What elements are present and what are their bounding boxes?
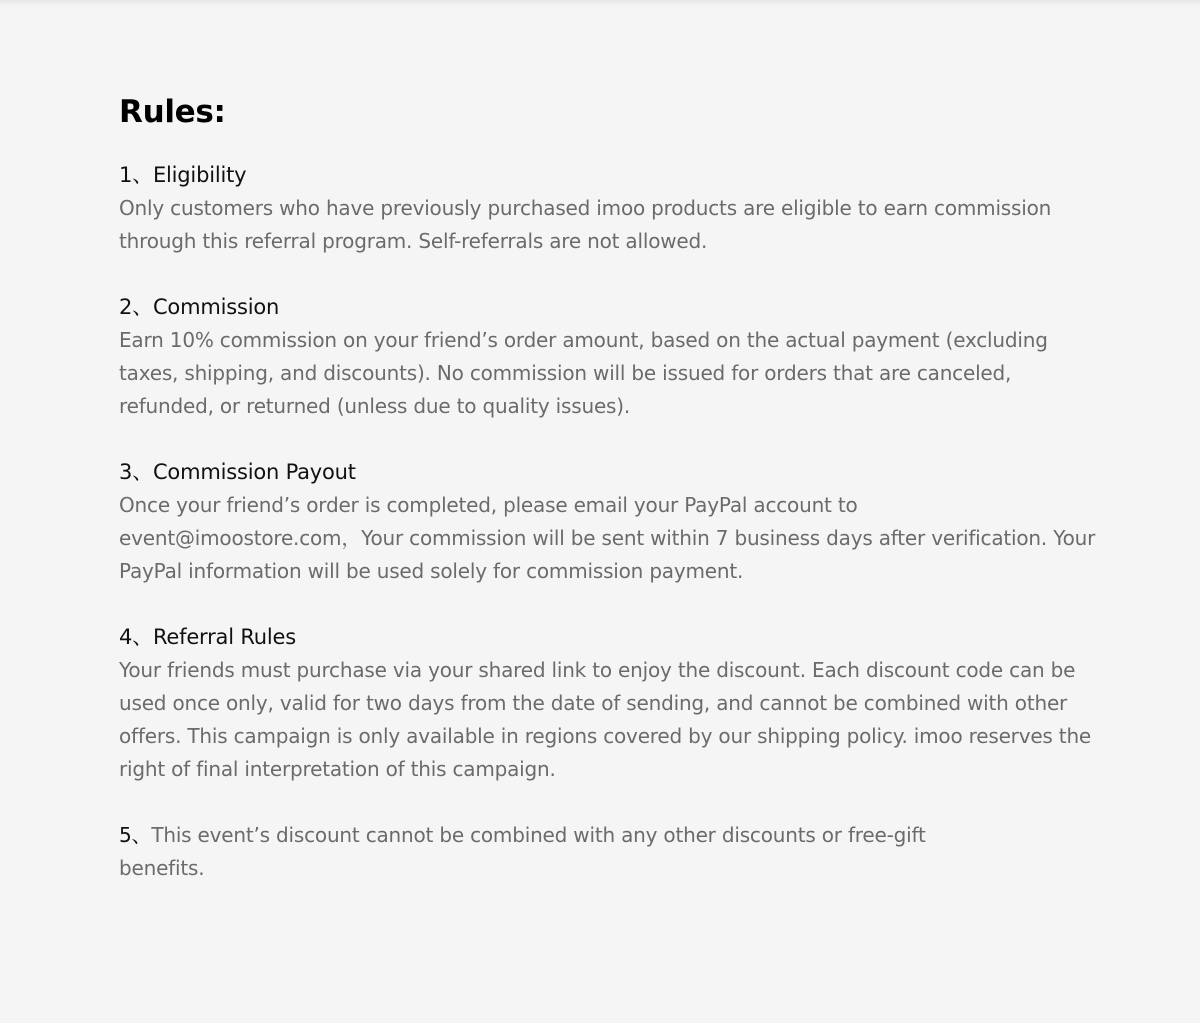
rules-title: Rules: [119,94,226,130]
rule-body: Earn 10% commission on your friend’s order amount, based on the actual payment (excluding taxes, shipping, and discounts). No commission will be issued for orders that are canceled, refunded, or returned (unless due to quality issues). [119,328,1048,418]
rule-eligibility [119,159,1099,258]
rule-body: Your friends must purchase via your shared link to enjoy the discount. Each discount code can be used once only, valid for two days from the date of sending, and cannot be combined with other offers. This campaign is only available in regions covered by our shipping policy. imoo reserves the right of final interpretation of this campaign. [119,658,1092,781]
rule-referral-rules [119,621,1099,786]
rule-commission [119,291,1099,423]
rule-commission-payout [119,456,1099,588]
rule-heading: 3、Commission Payout [119,460,356,484]
rule-body: Only customers who have previously purchased imoo products are eligible to earn commission through this referral program. Self-referrals are not allowed. [119,196,1052,253]
rule-heading: 1、Eligibility [119,163,247,187]
rule-discount-combination [119,819,1099,885]
top-shadow [0,0,1200,6]
rule-number: 5、 [119,823,152,847]
rules-section [119,92,1099,885]
rule-text: This event’s discount cannot be combined with any other discounts or free-gift benefits. [119,823,926,880]
rule-heading: 4、Referral Rules [119,625,296,649]
rule-heading: 2、Commission [119,295,280,319]
rule-body: Once your friend’s order is completed, please email your PayPal account to event@imoostore.com，Your commission will be sent within 7 business days after verification. Your PayPal information will be used solely for commission payment. [119,493,1096,583]
rule-body [119,819,999,885]
